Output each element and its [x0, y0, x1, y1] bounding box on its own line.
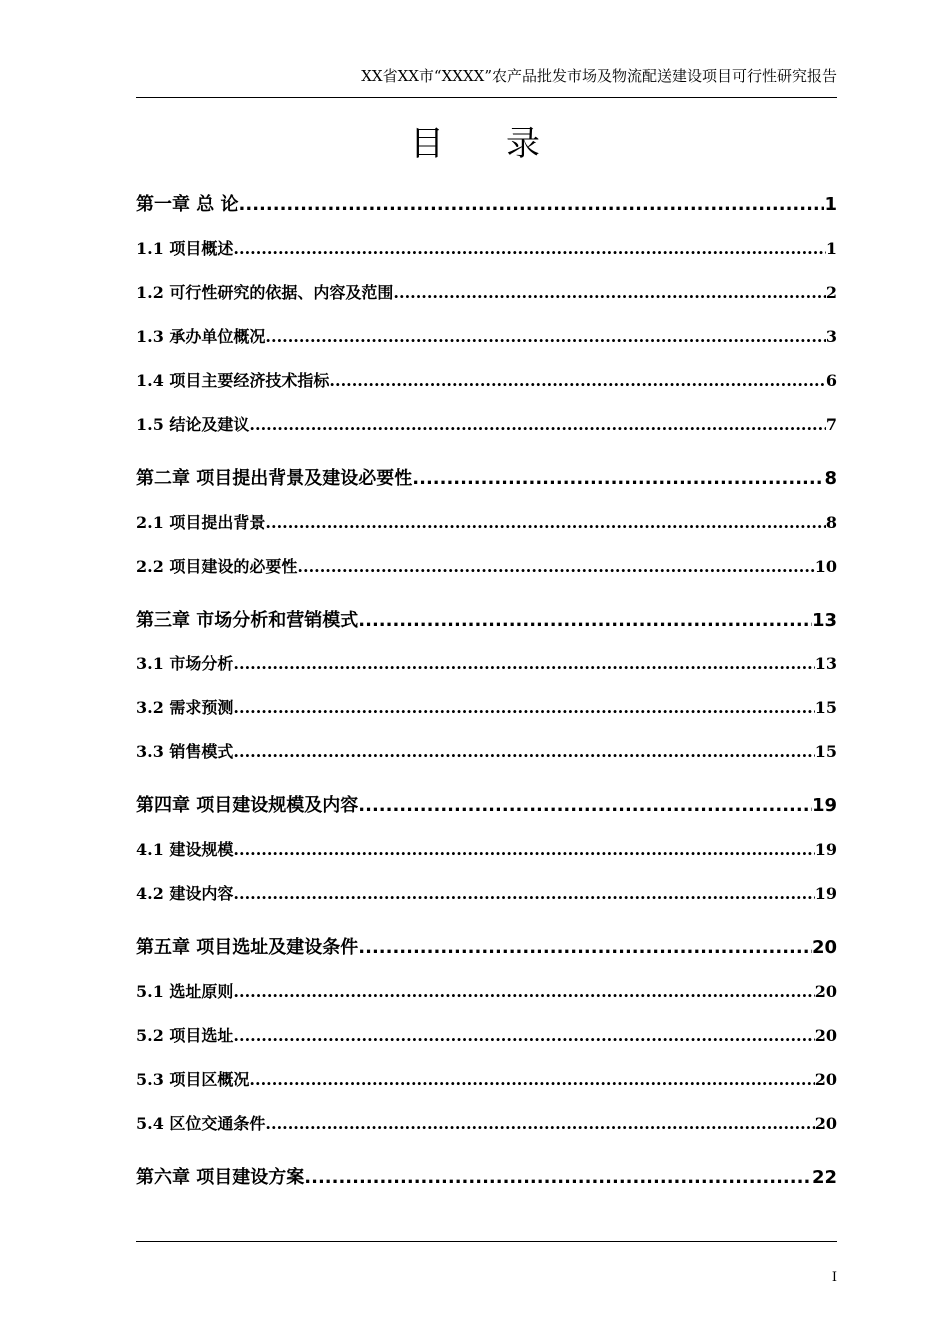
- toc-section-3-3[interactable]: [136, 741, 837, 763]
- toc-leader-dots: [393, 282, 825, 304]
- table-of-contents: [136, 0, 837, 1344]
- toc-chapter-6[interactable]: [136, 1166, 837, 1190]
- toc-chapter-5[interactable]: [136, 936, 837, 960]
- toc-page-number: 20: [814, 1114, 837, 1133]
- toc-page-number: 22: [811, 1167, 837, 1188]
- toc-leader-dots: [265, 512, 825, 534]
- toc-page-number: 10: [814, 557, 837, 576]
- toc-entry-text: 1.5 结论及建议: [136, 415, 250, 434]
- toc-leader-dots: [329, 370, 825, 392]
- toc-leader-dots: [249, 1069, 814, 1091]
- toc-leader-dots: [249, 414, 825, 436]
- toc-page-number: 20: [814, 1070, 837, 1089]
- toc-entry-text: 3.1 市场分析: [136, 654, 234, 673]
- toc-chapter-2[interactable]: [136, 467, 837, 491]
- toc-leader-dots: [233, 238, 825, 260]
- page-number: I: [831, 1270, 837, 1285]
- toc-section-3-2[interactable]: [136, 697, 837, 719]
- toc-page-number: 13: [811, 610, 837, 631]
- toc-section-1-2[interactable]: [136, 282, 837, 304]
- toc-page-number: 2: [825, 283, 837, 302]
- toc-entry-text: 1.3 承办单位概况: [136, 327, 266, 346]
- toc-section-1-3[interactable]: [136, 326, 837, 348]
- toc-section-1-4[interactable]: [136, 370, 837, 392]
- toc-page-number: 8: [825, 513, 837, 532]
- toc-section-3-1[interactable]: [136, 653, 837, 675]
- page-title: 目录: [410, 124, 602, 164]
- toc-entry-text: 5.1 选址原则: [136, 982, 234, 1001]
- toc-page-number: 1: [825, 239, 837, 258]
- toc-section-5-1[interactable]: [136, 981, 837, 1003]
- toc-entry-text: 5.3 项目区概况: [136, 1070, 250, 1089]
- toc-entry-text: 2.2 项目建设的必要性: [136, 557, 298, 576]
- toc-section-1-5[interactable]: [136, 414, 837, 436]
- toc-entry-text: 第四章 项目建设规模及内容: [136, 795, 359, 816]
- toc-entry-text: 5.4 区位交通条件: [136, 1114, 266, 1133]
- toc-leader-dots: [233, 839, 814, 861]
- toc-leader-dots: [304, 1166, 812, 1190]
- toc-section-5-2[interactable]: [136, 1025, 837, 1047]
- toc-leader-dots: [358, 794, 812, 818]
- toc-page-number: 6: [825, 371, 837, 390]
- toc-leader-dots: [233, 1025, 814, 1047]
- toc-leader-dots: [297, 556, 814, 578]
- toc-section-2-2[interactable]: [136, 556, 837, 578]
- toc-leader-dots: [233, 697, 814, 719]
- toc-entry-text: 1.4 项目主要经济技术指标: [136, 371, 330, 390]
- toc-chapter-3[interactable]: [136, 609, 837, 633]
- footer-divider: [136, 1241, 837, 1242]
- toc-page-number: 20: [814, 1026, 837, 1045]
- toc-section-1-1[interactable]: [136, 238, 837, 260]
- toc-leader-dots: [233, 883, 814, 905]
- toc-entry-text: 2.1 项目提出背景: [136, 513, 266, 532]
- toc-leader-dots: [265, 1113, 814, 1135]
- toc-section-5-4[interactable]: [136, 1113, 837, 1135]
- toc-page-number: 19: [811, 795, 837, 816]
- toc-page-number: 13: [814, 654, 837, 673]
- toc-page-number: 20: [814, 982, 837, 1001]
- toc-page-number: 15: [814, 698, 837, 717]
- toc-chapter-1[interactable]: [136, 193, 837, 217]
- toc-entry-text: 第二章 项目提出背景及建设必要性: [136, 468, 413, 489]
- toc-entry-text: 第一章 总 论: [136, 194, 239, 215]
- toc-section-2-1[interactable]: [136, 512, 837, 534]
- toc-leader-dots: [358, 609, 812, 633]
- toc-entry-text: 1.1 项目概述: [136, 239, 234, 258]
- toc-leader-dots: [233, 741, 814, 763]
- toc-leader-dots: [358, 936, 812, 960]
- toc-entry-text: 3.2 需求预测: [136, 698, 234, 717]
- toc-entry-text: 第六章 项目建设方案: [136, 1167, 305, 1188]
- toc-leader-dots: [239, 193, 825, 217]
- running-header: XX省XX市“XXXX”农产品批发市场及物流配送建设项目可行性研究报告: [361, 67, 837, 85]
- toc-page-number: 19: [814, 884, 837, 903]
- toc-page-number: 3: [825, 327, 837, 346]
- toc-section-4-1[interactable]: [136, 839, 837, 861]
- toc-entry-text: 第三章 市场分析和营销模式: [136, 610, 359, 631]
- toc-page-number: 15: [814, 742, 837, 761]
- toc-entry-text: 1.2 可行性研究的依据、内容及范围: [136, 283, 394, 302]
- toc-entry-text: 5.2 项目选址: [136, 1026, 234, 1045]
- toc-entry-text: 第五章 项目选址及建设条件: [136, 937, 359, 958]
- toc-page-number: 20: [811, 937, 837, 958]
- toc-leader-dots: [233, 981, 814, 1003]
- toc-page-number: 7: [825, 415, 837, 434]
- toc-entry-text: 4.1 建设规模: [136, 840, 234, 859]
- toc-leader-dots: [412, 467, 824, 491]
- toc-page-number: 1: [824, 194, 837, 215]
- toc-section-4-2[interactable]: [136, 883, 837, 905]
- toc-page-number: 8: [824, 468, 837, 489]
- toc-entry-text: 4.2 建设内容: [136, 884, 234, 903]
- toc-page-number: 19: [814, 840, 837, 859]
- toc-leader-dots: [233, 653, 814, 675]
- toc-section-5-3[interactable]: [136, 1069, 837, 1091]
- toc-entry-text: 3.3 销售模式: [136, 742, 234, 761]
- toc-chapter-4[interactable]: [136, 794, 837, 818]
- toc-leader-dots: [265, 326, 825, 348]
